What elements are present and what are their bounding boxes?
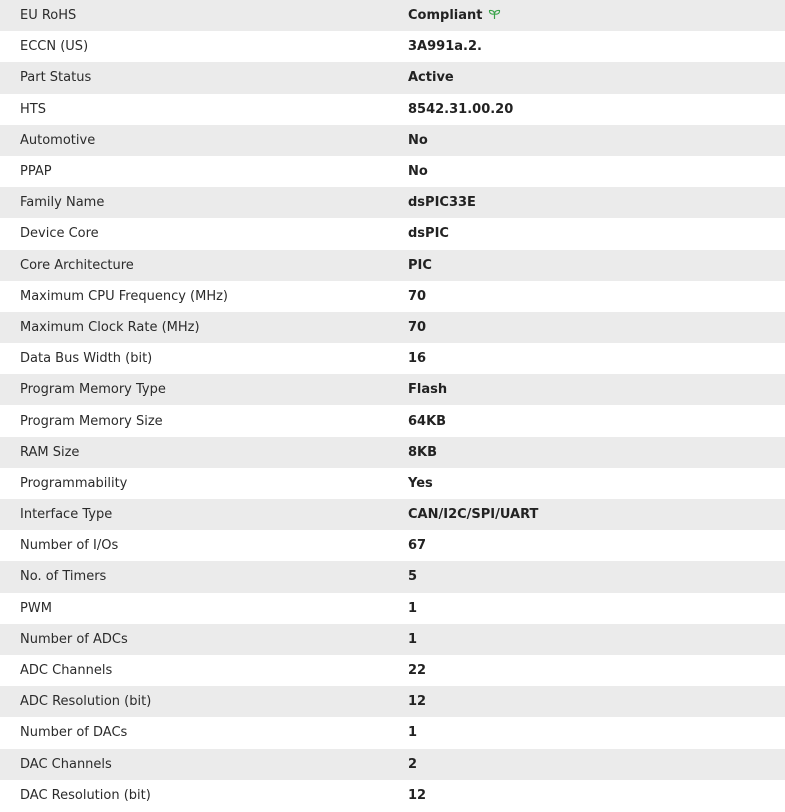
spec-label: HTS bbox=[20, 101, 46, 117]
table-row bbox=[0, 0, 785, 31]
table-row bbox=[0, 593, 785, 624]
spec-label: RAM Size bbox=[20, 444, 80, 460]
table-row bbox=[0, 655, 785, 686]
spec-label: DAC Resolution (bit) bbox=[20, 787, 151, 803]
table-row bbox=[0, 749, 785, 780]
table-row bbox=[0, 405, 785, 436]
spec-label: DAC Channels bbox=[20, 756, 112, 772]
table-row bbox=[0, 31, 785, 62]
spec-label: Program Memory Size bbox=[20, 413, 163, 429]
spec-value: 12 bbox=[408, 787, 427, 803]
spec-label: ECCN (US) bbox=[20, 39, 89, 55]
spec-value: CAN/I2C/SPI/UART bbox=[408, 507, 539, 523]
spec-value: 3A991a.2. bbox=[408, 39, 482, 55]
spec-label: Number of DACs bbox=[20, 725, 128, 741]
spec-label: Core Architecture bbox=[20, 257, 134, 273]
spec-label: Maximum CPU Frequency (MHz) bbox=[20, 288, 228, 304]
spec-label: Interface Type bbox=[20, 507, 113, 523]
spec-value: 22 bbox=[408, 663, 427, 679]
table-row bbox=[0, 717, 785, 748]
spec-label: Family Name bbox=[20, 195, 105, 211]
spec-value-cell bbox=[388, 0, 785, 31]
table-row bbox=[0, 624, 785, 655]
spec-value: 1 bbox=[408, 631, 418, 647]
spec-label: PPAP bbox=[20, 164, 52, 180]
table-row bbox=[0, 437, 785, 468]
spec-label: Device Core bbox=[20, 226, 99, 242]
spec-value: 64KB bbox=[408, 413, 447, 429]
spec-value: dsPIC33E bbox=[408, 195, 476, 211]
spec-label: ADC Resolution (bit) bbox=[20, 694, 152, 710]
table-row bbox=[0, 343, 785, 374]
spec-label: Number of ADCs bbox=[20, 631, 128, 647]
table-row bbox=[0, 62, 785, 93]
spec-label: Data Bus Width (bit) bbox=[20, 351, 153, 367]
spec-label: Program Memory Type bbox=[20, 382, 166, 398]
spec-value: Active bbox=[408, 70, 454, 86]
spec-label: Part Status bbox=[20, 70, 92, 86]
spec-value: 70 bbox=[408, 288, 427, 304]
spec-value: 1 bbox=[408, 600, 418, 616]
table-row bbox=[0, 561, 785, 592]
spec-value: Flash bbox=[408, 382, 448, 398]
table-row bbox=[0, 686, 785, 717]
table-row bbox=[0, 468, 785, 499]
spec-label: ADC Channels bbox=[20, 663, 113, 679]
spec-value: PIC bbox=[408, 257, 432, 273]
spec-label: EU RoHS bbox=[20, 8, 77, 24]
spec-value: Compliant bbox=[408, 7, 483, 23]
spec-value: 5 bbox=[408, 569, 418, 585]
table-row bbox=[0, 374, 785, 405]
spec-value: 8542.31.00.20 bbox=[408, 101, 514, 117]
spec-label: No. of Timers bbox=[20, 569, 107, 585]
leaf-icon bbox=[488, 9, 501, 24]
table-row bbox=[0, 281, 785, 312]
spec-value: 1 bbox=[408, 725, 418, 741]
spec-value: Yes bbox=[408, 475, 433, 491]
spec-label: PWM bbox=[20, 600, 52, 616]
spec-value: 67 bbox=[408, 538, 427, 554]
spec-label: Programmability bbox=[20, 475, 128, 491]
table-row bbox=[0, 780, 785, 811]
spec-label: Number of I/Os bbox=[20, 538, 119, 554]
table-row bbox=[0, 250, 785, 281]
spec-value: No bbox=[408, 132, 428, 148]
spec-label: Maximum Clock Rate (MHz) bbox=[20, 319, 200, 335]
table-row bbox=[0, 125, 785, 156]
table-row bbox=[0, 187, 785, 218]
table-row bbox=[0, 156, 785, 187]
spec-value: 16 bbox=[408, 351, 427, 367]
spec-value: 8KB bbox=[408, 444, 438, 460]
table-row bbox=[0, 312, 785, 343]
spec-label: Automotive bbox=[20, 132, 96, 148]
table-row bbox=[0, 218, 785, 249]
spec-value: No bbox=[408, 164, 428, 180]
spec-value: 70 bbox=[408, 319, 427, 335]
table-row bbox=[0, 530, 785, 561]
spec-value: 2 bbox=[408, 756, 418, 772]
table-row bbox=[0, 499, 785, 530]
spec-value: 12 bbox=[408, 694, 427, 710]
spec-value: dsPIC bbox=[408, 226, 449, 242]
table-row bbox=[0, 94, 785, 125]
